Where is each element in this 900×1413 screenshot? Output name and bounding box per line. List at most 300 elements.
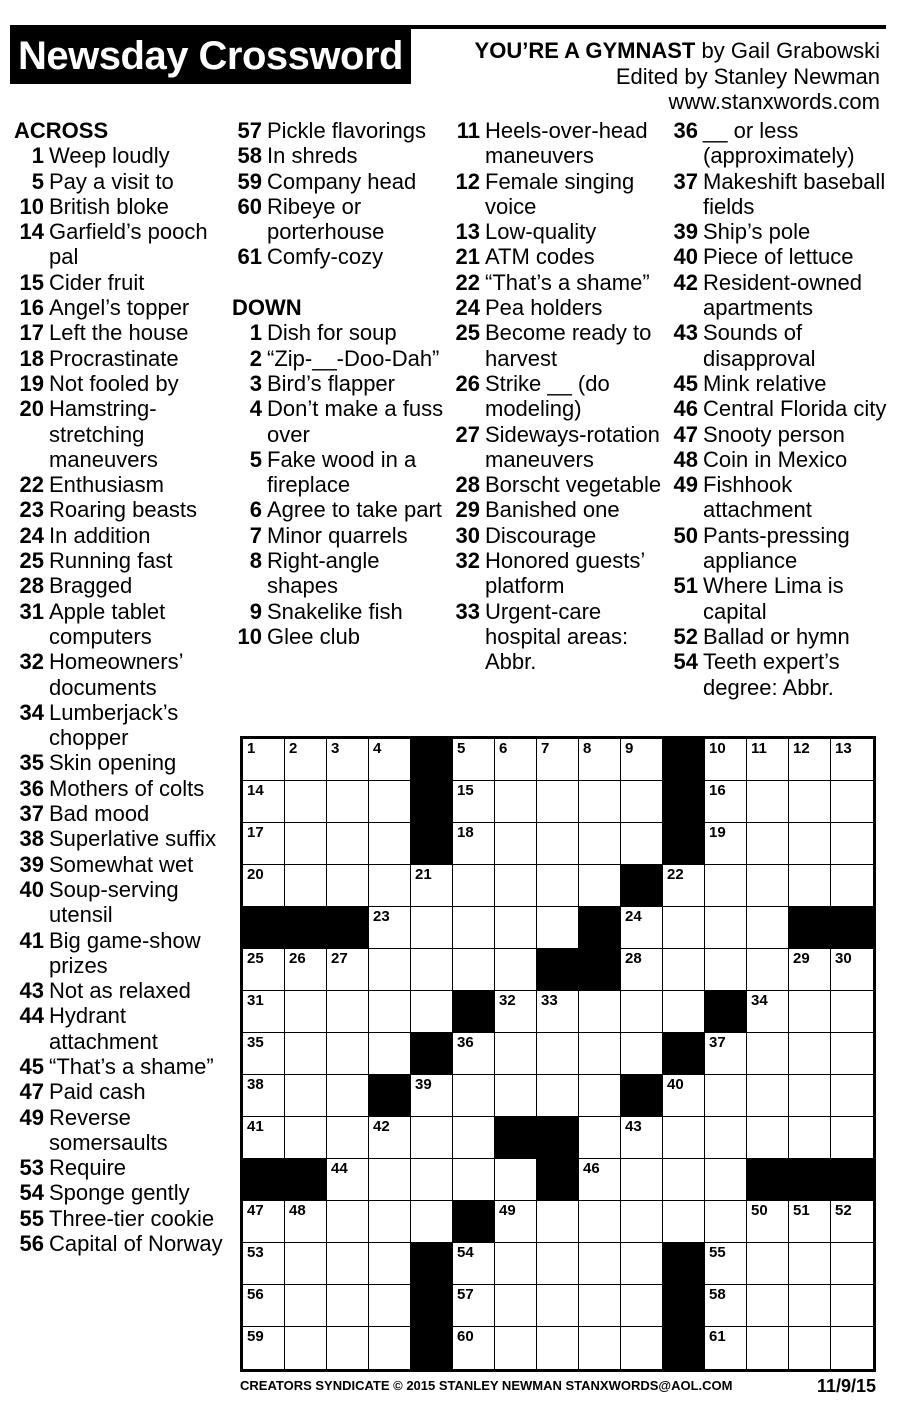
grid-cell[interactable]: [495, 1075, 537, 1117]
grid-cell[interactable]: [747, 1033, 789, 1075]
clue-number: 48: [673, 446, 698, 472]
clue-number: 13: [455, 219, 480, 245]
grid-cell[interactable]: [537, 1327, 579, 1369]
cell-number: 19: [709, 824, 726, 841]
grid-cell[interactable]: [285, 1075, 327, 1117]
grid-cell[interactable]: [327, 1117, 369, 1159]
grid-cell[interactable]: [747, 1243, 789, 1285]
grid-cell[interactable]: [705, 949, 747, 991]
grid-cell[interactable]: [537, 907, 579, 949]
grid-cell[interactable]: [579, 1117, 621, 1159]
grid-cell[interactable]: [663, 1117, 705, 1159]
grid-cell[interactable]: [663, 1075, 705, 1117]
grid-cell[interactable]: [537, 781, 579, 823]
grid-cell[interactable]: [369, 1243, 411, 1285]
grid-cell[interactable]: [579, 991, 621, 1033]
grid-cell[interactable]: [495, 949, 537, 991]
clue-text: Female singing voice: [485, 168, 635, 219]
grid-cell[interactable]: [243, 1117, 285, 1159]
grid-cell[interactable]: [537, 991, 579, 1033]
grid-cell[interactable]: [747, 907, 789, 949]
grid-cell[interactable]: [831, 781, 873, 823]
grid-cell[interactable]: [831, 1327, 873, 1369]
clue-text: Hydrant attachment: [49, 1003, 158, 1054]
grid-cell[interactable]: [285, 781, 327, 823]
grid-cell[interactable]: [243, 1285, 285, 1327]
clue-text: Piece of lettuce: [703, 244, 854, 270]
across-clue: [14, 523, 232, 548]
grid-cell[interactable]: [243, 1075, 285, 1117]
cell-number: 5: [457, 740, 466, 757]
grid-cell[interactable]: [327, 781, 369, 823]
grid-cell[interactable]: [327, 865, 369, 907]
cell-number: 25: [247, 950, 264, 967]
clue-text: Don’t make a fuss over: [267, 396, 444, 447]
down-clue: [668, 396, 893, 421]
black-square: [663, 1327, 705, 1369]
clue-number: 17: [19, 320, 44, 346]
grid-cell[interactable]: [537, 1201, 579, 1243]
grid-cell[interactable]: [369, 1201, 411, 1243]
website: www.stanxwords.com: [668, 89, 880, 114]
cell-number: 46: [583, 1160, 600, 1177]
grid-cell[interactable]: [243, 1327, 285, 1369]
down-clue: [668, 169, 893, 220]
clue-text: Mink relative: [703, 370, 827, 396]
grid-cell[interactable]: [453, 739, 495, 781]
grid-cell[interactable]: [621, 949, 663, 991]
clue-number: 60: [237, 193, 262, 219]
grid-cell[interactable]: [621, 1117, 663, 1159]
grid-cell[interactable]: [411, 1201, 453, 1243]
grid-cell[interactable]: [369, 907, 411, 949]
grid-cell[interactable]: [537, 823, 579, 865]
grid-cell[interactable]: [453, 1117, 495, 1159]
grid-cell[interactable]: [369, 1159, 411, 1201]
grid-cell[interactable]: [537, 1033, 579, 1075]
clue-text: Makeshift baseball fields: [703, 168, 886, 219]
clue-number: 20: [19, 396, 44, 422]
across-clue: [14, 396, 232, 472]
grid-cell[interactable]: [327, 991, 369, 1033]
grid-cell[interactable]: [243, 1243, 285, 1285]
grid-cell[interactable]: [495, 1243, 537, 1285]
grid-cell[interactable]: [663, 1159, 705, 1201]
grid-cell[interactable]: [495, 739, 537, 781]
grid-cell[interactable]: [663, 865, 705, 907]
cell-number: 9: [625, 740, 634, 757]
grid-cell[interactable]: [789, 1075, 831, 1117]
black-square: [411, 823, 453, 865]
grid-cell[interactable]: [747, 1285, 789, 1327]
grid-cell[interactable]: [663, 907, 705, 949]
grid-cell[interactable]: [453, 1033, 495, 1075]
grid-cell[interactable]: [831, 949, 873, 991]
grid-cell[interactable]: [495, 907, 537, 949]
grid-cell[interactable]: [663, 991, 705, 1033]
clue-text: Three-tier cookie: [49, 1205, 215, 1231]
grid-cell[interactable]: [747, 739, 789, 781]
grid-cell[interactable]: [831, 1033, 873, 1075]
grid-cell[interactable]: [579, 1201, 621, 1243]
grid-cell[interactable]: [789, 739, 831, 781]
grid-cell[interactable]: [747, 1075, 789, 1117]
grid-cell[interactable]: [243, 781, 285, 823]
grid-cell[interactable]: [831, 1117, 873, 1159]
grid-cell[interactable]: [579, 1243, 621, 1285]
clue-number: 21: [455, 244, 480, 270]
grid-cell[interactable]: [495, 823, 537, 865]
grid-cell[interactable]: [789, 781, 831, 823]
grid-cell[interactable]: [831, 1075, 873, 1117]
clue-text: “That’s a shame”: [485, 269, 650, 295]
cell-number: 30: [835, 950, 852, 967]
clue-number: 54: [19, 1180, 44, 1206]
grid-cell[interactable]: [327, 1159, 369, 1201]
clue-number: 51: [673, 573, 698, 599]
grid-cell[interactable]: [495, 1201, 537, 1243]
cell-number: 24: [625, 908, 642, 925]
grid-cell[interactable]: [831, 865, 873, 907]
grid-cell[interactable]: [285, 865, 327, 907]
cell-number: 7: [541, 740, 550, 757]
clue-text: Garfield’s pooch pal: [49, 219, 208, 270]
grid-cell[interactable]: [285, 1201, 327, 1243]
grid-cell[interactable]: [705, 907, 747, 949]
grid-cell[interactable]: [537, 739, 579, 781]
grid-cell[interactable]: [621, 991, 663, 1033]
grid-cell[interactable]: [831, 1243, 873, 1285]
clue-number: 52: [673, 623, 698, 649]
grid-cell[interactable]: [453, 1159, 495, 1201]
grid-cell[interactable]: [621, 1243, 663, 1285]
grid-cell[interactable]: [705, 823, 747, 865]
clue-text: Bragged: [49, 573, 133, 599]
grid-cell[interactable]: [453, 865, 495, 907]
grid-cell[interactable]: [411, 1159, 453, 1201]
clue-text: ATM codes: [485, 244, 595, 270]
clue-number: 23: [19, 497, 44, 523]
cell-number: 55: [709, 1244, 726, 1261]
grid-cell[interactable]: [453, 1075, 495, 1117]
grid-cell[interactable]: [411, 949, 453, 991]
grid-cell[interactable]: [369, 991, 411, 1033]
grid-cell[interactable]: [243, 949, 285, 991]
grid-cell[interactable]: [537, 1243, 579, 1285]
clue-number: 7: [249, 522, 262, 548]
grid-cell[interactable]: [789, 991, 831, 1033]
grid-cell[interactable]: [789, 1033, 831, 1075]
cell-number: 42: [373, 1118, 390, 1135]
clue-text: Bird’s flapper: [267, 370, 395, 396]
grid-cell[interactable]: [327, 739, 369, 781]
grid-cell[interactable]: [369, 1327, 411, 1369]
black-square: [411, 1285, 453, 1327]
clue-number: 42: [673, 269, 698, 295]
black-square: [831, 1159, 873, 1201]
clue-text: In addition: [49, 522, 151, 548]
grid-cell[interactable]: [747, 781, 789, 823]
grid-cell[interactable]: [369, 949, 411, 991]
cell-number: 38: [247, 1076, 264, 1093]
grid-cell[interactable]: [789, 1117, 831, 1159]
grid-cell[interactable]: [327, 1327, 369, 1369]
grid-cell[interactable]: [327, 1243, 369, 1285]
down-clue: [450, 497, 668, 522]
clue-number: 49: [673, 472, 698, 498]
grid-cell[interactable]: [579, 865, 621, 907]
black-square: [663, 1033, 705, 1075]
grid-cell[interactable]: [285, 1243, 327, 1285]
clue-number: 28: [455, 472, 480, 498]
grid-cell[interactable]: [831, 739, 873, 781]
grid-cell[interactable]: [747, 1201, 789, 1243]
clue-text: Reverse somersaults: [49, 1104, 168, 1155]
grid-cell[interactable]: [579, 1033, 621, 1075]
black-square: [663, 1285, 705, 1327]
clue-number: 8: [249, 548, 262, 574]
grid-cell[interactable]: [789, 823, 831, 865]
grid-cell[interactable]: [243, 865, 285, 907]
down-clue: [668, 320, 893, 371]
grid-cell[interactable]: [705, 781, 747, 823]
grid-cell[interactable]: [705, 1243, 747, 1285]
grid-cell[interactable]: [285, 1033, 327, 1075]
across-clue: [232, 118, 452, 143]
grid-cell[interactable]: [411, 991, 453, 1033]
clue-number: 5: [249, 446, 262, 472]
down-clue: [668, 447, 893, 472]
grid-cell[interactable]: [495, 1033, 537, 1075]
grid-cell[interactable]: [747, 865, 789, 907]
grid-cell[interactable]: [621, 1201, 663, 1243]
grid-cell[interactable]: [579, 823, 621, 865]
grid-cell[interactable]: [621, 781, 663, 823]
grid-cell[interactable]: [411, 1075, 453, 1117]
grid-cell[interactable]: [747, 823, 789, 865]
grid-cell[interactable]: [705, 1285, 747, 1327]
grid-cell[interactable]: [579, 1285, 621, 1327]
grid-cell[interactable]: [705, 1327, 747, 1369]
grid-cell[interactable]: [621, 907, 663, 949]
black-square: [537, 1117, 579, 1159]
grid-cell[interactable]: [705, 865, 747, 907]
grid-cell[interactable]: [705, 1159, 747, 1201]
grid-cell[interactable]: [411, 907, 453, 949]
grid-cell[interactable]: [831, 1201, 873, 1243]
grid-cell[interactable]: [285, 1285, 327, 1327]
grid-cell[interactable]: [285, 1117, 327, 1159]
clue-number: 61: [237, 244, 262, 270]
grid-cell[interactable]: [621, 1327, 663, 1369]
grid-cell[interactable]: [579, 1075, 621, 1117]
clue-number: 18: [19, 345, 44, 371]
clue-text: Soup-serving utensil: [49, 876, 179, 928]
cell-number: 56: [247, 1286, 264, 1303]
grid-cell[interactable]: [369, 865, 411, 907]
grid-cell[interactable]: [621, 1285, 663, 1327]
clue-text: Pickle flavorings: [267, 118, 426, 143]
down-clue: [450, 295, 668, 320]
grid-cell[interactable]: [243, 823, 285, 865]
grid-cell[interactable]: [663, 949, 705, 991]
grid-cell[interactable]: [285, 823, 327, 865]
grid-cell[interactable]: [705, 1117, 747, 1159]
cell-number: 13: [835, 740, 852, 757]
grid-cell[interactable]: [411, 865, 453, 907]
clue-number: 29: [455, 497, 480, 523]
grid-cell[interactable]: [705, 739, 747, 781]
grid-cell[interactable]: [453, 1327, 495, 1369]
clue-text: Apple tablet computers: [49, 598, 166, 649]
clue-text: British bloke: [49, 193, 169, 219]
clue-text: Pea holders: [485, 295, 603, 321]
grid-cell[interactable]: [243, 991, 285, 1033]
grid-cell[interactable]: [579, 781, 621, 823]
grid-cell[interactable]: [369, 1285, 411, 1327]
clue-text: Fake wood in a fireplace: [267, 446, 417, 498]
grid-cell[interactable]: [453, 1243, 495, 1285]
grid-cell[interactable]: [285, 949, 327, 991]
black-square: [705, 991, 747, 1033]
grid-cell[interactable]: [285, 1327, 327, 1369]
clue-text: Not fooled by: [49, 370, 179, 396]
clue-text: Coin in Mexico: [703, 446, 848, 472]
down-clue: [668, 422, 893, 447]
clue-text: Cider fruit: [49, 269, 145, 295]
grid-cell[interactable]: [789, 1285, 831, 1327]
grid-cell[interactable]: [285, 991, 327, 1033]
grid-cell[interactable]: [243, 739, 285, 781]
grid-cell[interactable]: [369, 1117, 411, 1159]
down-clue: [668, 472, 893, 523]
down-clue: [232, 371, 452, 396]
grid-cell[interactable]: [369, 1033, 411, 1075]
clue-number: 9: [249, 598, 262, 624]
clue-number: 36: [19, 775, 44, 801]
grid-cell[interactable]: [621, 1159, 663, 1201]
grid-cell[interactable]: [411, 1117, 453, 1159]
across-clue: [14, 877, 232, 928]
clue-number: 39: [19, 851, 44, 877]
down-clue: [668, 118, 893, 169]
clue-text: Require: [49, 1155, 127, 1181]
grid-cell[interactable]: [831, 991, 873, 1033]
clue-number: 35: [19, 750, 44, 776]
clue-text: Sounds of disapproval: [703, 320, 816, 371]
grid-cell[interactable]: [537, 865, 579, 907]
grid-cell[interactable]: [453, 781, 495, 823]
grid-cell[interactable]: [621, 823, 663, 865]
grid-cell[interactable]: [495, 1285, 537, 1327]
grid-cell[interactable]: [453, 823, 495, 865]
grid-cell[interactable]: [453, 949, 495, 991]
grid-cell[interactable]: [621, 1033, 663, 1075]
grid-cell[interactable]: [747, 949, 789, 991]
grid-cell[interactable]: [621, 739, 663, 781]
clue-number: 4: [249, 396, 262, 422]
grid-cell[interactable]: [789, 949, 831, 991]
grid-cell[interactable]: [369, 781, 411, 823]
grid-cell[interactable]: [327, 1285, 369, 1327]
grid-cell[interactable]: [327, 1075, 369, 1117]
grid-cell[interactable]: [327, 1033, 369, 1075]
grid-cell[interactable]: [453, 1285, 495, 1327]
across-clue: [14, 826, 232, 851]
grid-cell[interactable]: [747, 991, 789, 1033]
grid-cell[interactable]: [369, 739, 411, 781]
grid-cell[interactable]: [705, 1033, 747, 1075]
clue-text: Pants-pressing appliance: [703, 522, 850, 574]
black-square: [243, 1159, 285, 1201]
cell-number: 48: [289, 1202, 306, 1219]
grid-cell[interactable]: [327, 823, 369, 865]
black-square: [453, 1201, 495, 1243]
grid-cell[interactable]: [705, 1201, 747, 1243]
clue-text: Heels-over-head maneuvers: [485, 118, 648, 169]
grid-cell[interactable]: [369, 823, 411, 865]
clue-text: “That’s a shame”: [49, 1053, 214, 1079]
clue-text: Ship’s pole: [703, 219, 811, 245]
grid-cell[interactable]: [243, 1033, 285, 1075]
across-clue: [14, 700, 232, 751]
grid-cell[interactable]: [495, 991, 537, 1033]
grid-cell[interactable]: [243, 1201, 285, 1243]
clue-text: Roaring beasts: [49, 497, 197, 523]
cell-number: 10: [709, 740, 726, 757]
down-clue: [450, 599, 668, 675]
across-clue: [232, 143, 452, 168]
grid-cell[interactable]: [747, 1117, 789, 1159]
grid-cell[interactable]: [495, 1327, 537, 1369]
grid-cell[interactable]: [579, 1327, 621, 1369]
clue-text: Right-angle shapes: [267, 548, 380, 599]
clue-text: Where Lima is capital: [703, 573, 844, 624]
grid-cell[interactable]: [327, 949, 369, 991]
grid-cell[interactable]: [789, 865, 831, 907]
grid-cell[interactable]: [705, 1075, 747, 1117]
editor-line: Edited by Stanley Newman: [615, 64, 880, 89]
clue-number: 40: [19, 876, 44, 902]
clue-number: 16: [19, 295, 44, 321]
grid-cell[interactable]: [663, 1201, 705, 1243]
grid-cell[interactable]: [327, 1201, 369, 1243]
cell-number: 36: [457, 1034, 474, 1051]
grid-cell[interactable]: [453, 907, 495, 949]
grid-cell[interactable]: [537, 1285, 579, 1327]
grid-cell[interactable]: [789, 1201, 831, 1243]
grid-cell[interactable]: [495, 781, 537, 823]
cell-number: 40: [667, 1076, 684, 1093]
grid-cell[interactable]: [831, 1285, 873, 1327]
grid-cell[interactable]: [747, 1327, 789, 1369]
grid-cell[interactable]: [537, 1075, 579, 1117]
grid-cell[interactable]: [285, 739, 327, 781]
cell-number: 14: [247, 782, 264, 799]
grid-cell[interactable]: [579, 1159, 621, 1201]
clue-number: 39: [673, 219, 698, 245]
grid-cell[interactable]: [495, 865, 537, 907]
cell-number: 44: [331, 1160, 348, 1177]
grid-cell[interactable]: [789, 1327, 831, 1369]
black-square: [369, 1075, 411, 1117]
grid-cell[interactable]: [579, 739, 621, 781]
grid-cell[interactable]: [495, 1159, 537, 1201]
down-clue: [450, 118, 668, 169]
grid-cell[interactable]: [831, 823, 873, 865]
grid-cell[interactable]: [789, 1243, 831, 1285]
cell-number: 8: [583, 740, 592, 757]
